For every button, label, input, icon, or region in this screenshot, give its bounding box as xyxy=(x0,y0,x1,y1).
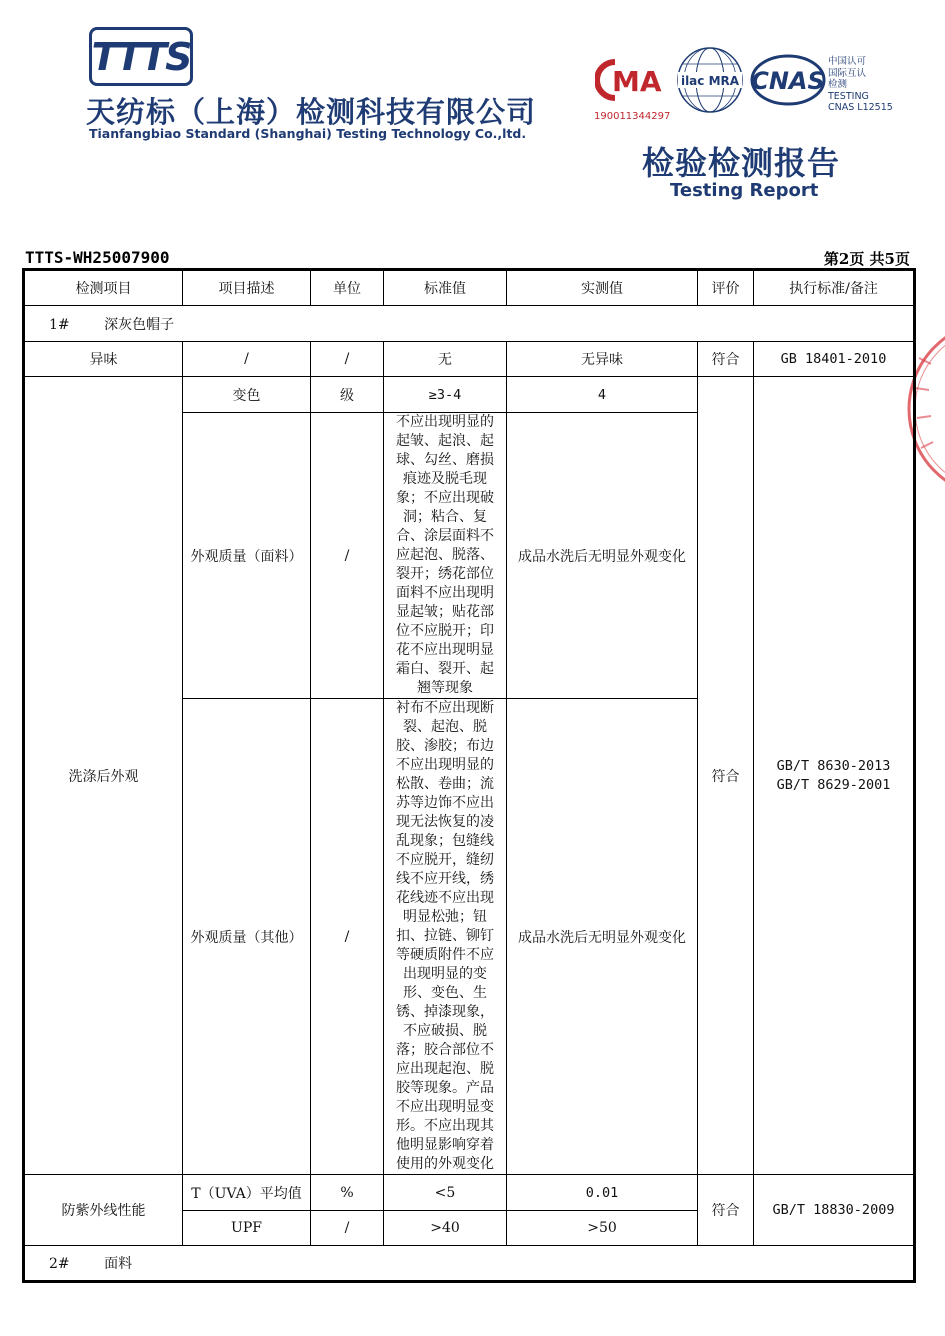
standard-line: 现无法恢复的凌 xyxy=(396,814,494,830)
standard-line: 不应脱开，缝纫 xyxy=(396,852,494,868)
wash-item: 洗涤后外观 xyxy=(24,377,183,1175)
report-number: TTTS-WH25007900 xyxy=(25,248,170,267)
standard-line: 不应出现明显的 xyxy=(396,414,494,430)
uv-std-ref: GB/T 18830-2009 xyxy=(754,1175,915,1246)
other-measured: 成品水洗后无明显外观变化 xyxy=(507,699,698,1175)
standard-line: 不应破损、脱 xyxy=(403,1023,487,1039)
other-desc: 外观质量（其他） xyxy=(183,699,311,1175)
table-row-color-change xyxy=(24,377,915,413)
odor-standard: 无 xyxy=(384,342,507,377)
section-number: 1# xyxy=(49,316,70,333)
section-row-1 xyxy=(24,306,915,342)
standard-line: 起皱、起浪、起 xyxy=(396,433,494,449)
section-number: 2# xyxy=(49,1256,70,1272)
tuva-unit: % xyxy=(311,1175,384,1211)
cnas-side-line: CNAS L12515 xyxy=(828,102,893,113)
wash-std-ref-line: GB/T 8630-2013 xyxy=(776,757,891,774)
standard-line: 明显松弛；钮 xyxy=(403,909,487,925)
standard-line: 霜白、裂开、起 xyxy=(396,661,494,677)
odor-result: 符合 xyxy=(698,342,754,377)
cnas-side-line: 中国认可 xyxy=(828,56,867,67)
wash-std-ref-line: GB/T 8629-2001 xyxy=(776,776,891,793)
table-row-tuva xyxy=(24,1175,915,1211)
cnas-side-line: TESTING xyxy=(828,90,869,102)
header-unit: 单位 xyxy=(311,270,384,306)
color-change-desc: 变色 xyxy=(183,377,311,413)
standard-line: 面料不应出现明 xyxy=(396,585,494,601)
standard-line: 出现明显的变 xyxy=(403,966,487,982)
standard-line: 苏等边饰不应出 xyxy=(396,795,494,811)
cma-number: 190011344297 xyxy=(594,111,671,122)
standard-line: 形。不应出现其 xyxy=(396,1118,494,1134)
tuva-standard: <5 xyxy=(384,1175,507,1211)
ilac-mark-label: ilac MRA xyxy=(680,74,740,88)
fabric-measured: 成品水洗后无明显外观变化 xyxy=(507,413,698,699)
fabric-standard xyxy=(384,413,507,699)
standard-line: 松散、卷曲；流 xyxy=(396,776,494,792)
upf-standard: >40 xyxy=(384,1211,507,1246)
cnas-side-text xyxy=(828,56,893,114)
standard-line: 花线迹不应出现 xyxy=(396,890,494,906)
standard-line: 翘等现象 xyxy=(417,680,473,696)
standard-line: 不应出现明显的 xyxy=(396,757,494,773)
section-row-2 xyxy=(24,1246,915,1282)
standard-line: 痕迹及脱毛现 xyxy=(403,471,487,487)
section-2-cell xyxy=(24,1246,915,1282)
tuva-measured: 0.01 xyxy=(507,1175,698,1211)
upf-measured: >50 xyxy=(507,1211,698,1246)
tuva-desc: T（UVA）平均值 xyxy=(183,1175,311,1211)
section-name: 深灰色帽子 xyxy=(104,316,175,333)
report-title-en: Testing Report xyxy=(670,180,819,201)
standard-line: 象；不应出现破 xyxy=(396,490,494,506)
uv-item: 防紫外线性能 xyxy=(24,1175,183,1246)
standard-line: 位不应脱开；印 xyxy=(396,623,494,639)
cma-mark-icon xyxy=(595,58,665,102)
odor-desc: / xyxy=(183,342,311,377)
standard-line: 显起皱；贴花部 xyxy=(396,604,494,620)
standard-line: 使用的外观变化 xyxy=(396,1156,494,1172)
standard-line: 形、变色、生 xyxy=(403,985,487,1001)
standard-line: 应出现起泡、脱 xyxy=(396,1061,494,1077)
cnas-mark-label: CNAS xyxy=(751,67,825,95)
other-standard xyxy=(384,699,507,1175)
standard-line: 不应出现明显变 xyxy=(396,1099,494,1115)
section-1-cell xyxy=(24,306,915,342)
company-logo: TTTS xyxy=(91,34,191,79)
cnas-side-line: 国际互认 xyxy=(828,67,867,79)
color-change-measured: 4 xyxy=(507,377,698,413)
cnas-side-line: 检测 xyxy=(828,79,848,90)
standard-line: 胶、渗胶；布边 xyxy=(396,738,494,754)
page-info: 第2页 共5页 xyxy=(823,250,910,268)
table-row-odor xyxy=(24,342,915,377)
standard-line: 衬布不应出现断 xyxy=(396,700,494,716)
report-title-cn: 检验检测报告 xyxy=(642,144,841,182)
wash-std-ref xyxy=(754,377,915,1175)
color-change-standard: ≥3-4 xyxy=(384,377,507,413)
odor-item: 异味 xyxy=(24,342,183,377)
odor-std-ref: GB 18401-2010 xyxy=(754,342,915,377)
color-change-unit: 级 xyxy=(311,377,384,413)
standard-line: 线不应开线，绣 xyxy=(396,871,494,887)
standard-line: 球、勾丝、磨损 xyxy=(396,452,494,468)
uv-result: 符合 xyxy=(698,1175,754,1246)
section-name: 面料 xyxy=(104,1256,133,1272)
header-evaluation: 评价 xyxy=(698,270,754,306)
standard-line: 合、涂层面料不 xyxy=(396,528,494,544)
header-standard-value: 标准值 xyxy=(384,270,507,306)
standard-line: 扣、拉链、铆钉 xyxy=(396,928,494,944)
standard-line: 胶等现象。产品 xyxy=(396,1080,494,1096)
header-measured-value: 实测值 xyxy=(507,270,698,306)
standard-line: 乱现象；包缝线 xyxy=(396,833,494,849)
header-test-item: 检测项目 xyxy=(24,270,183,306)
test-results-table xyxy=(22,268,916,1283)
standard-line: 裂开；绣花部位 xyxy=(396,566,494,582)
table-header-row xyxy=(24,270,915,306)
standard-line: 等硬质附件不应 xyxy=(396,947,494,963)
standard-line: 花不应出现明显 xyxy=(396,642,494,658)
standard-line: 应起泡、脱落、 xyxy=(396,547,494,563)
cnas-mark-icon xyxy=(750,54,826,106)
company-name-cn: 天纺标（上海）检测科技有限公司 xyxy=(86,95,537,129)
ilac-mra-mark-icon xyxy=(676,42,744,118)
standard-line: 他明显影响穿着 xyxy=(396,1137,494,1153)
odor-unit: / xyxy=(311,342,384,377)
cma-mark-label: MA xyxy=(612,65,662,98)
upf-unit: / xyxy=(311,1211,384,1246)
upf-desc: UPF xyxy=(183,1211,311,1246)
header-description: 项目描述 xyxy=(183,270,311,306)
fabric-unit: / xyxy=(311,413,384,699)
standard-line: 洞；粘合、复 xyxy=(403,509,487,525)
fabric-desc: 外观质量（面料） xyxy=(183,413,311,699)
odor-measured: 无异味 xyxy=(507,342,698,377)
standard-line: 落；胶合部位不 xyxy=(396,1042,494,1058)
other-unit: / xyxy=(311,699,384,1175)
standard-line: 锈、掉漆现象， xyxy=(396,1004,494,1020)
company-name-en: Tianfangbiao Standard (Shanghai) Testing Technology Co.,ltd. xyxy=(89,126,527,141)
header-standard-ref: 执行标准/备注 xyxy=(754,270,915,306)
standard-line: 裂、起泡、脱 xyxy=(403,719,487,735)
wash-result: 符合 xyxy=(698,377,754,1175)
